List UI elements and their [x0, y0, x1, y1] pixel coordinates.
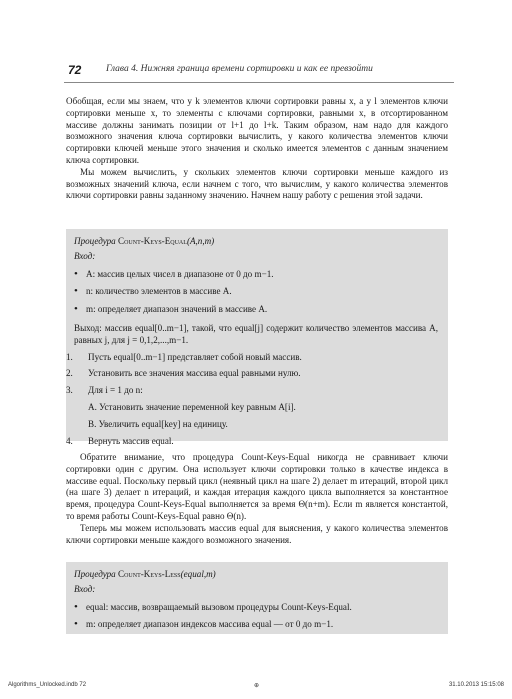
paragraph: Теперь мы можем использовать массив equal для выяснения, у какого количества элементов ключи сортировки меньше каждого возможного значения.: [66, 522, 448, 545]
paragraph: Обобщая, если мы знаем, что у k элементов ключи сортировки равны x, а у l элементов ключи сортировки меньше x, то элементы с ключами сортировки, равными x, в отсортированном массиве должны занимать позиции от l+1 до l+k. Таким образом, нам надо для каждого возможного значения ключа сортировки вычислить, у какого количества элементов ключи сортировки ключей меньше этого значения и сколько имеется элементов с данным значением ключа сортировки.: [66, 96, 448, 165]
crop-mark-icon: ⊕: [254, 683, 260, 689]
step: 1. Пусть equal[0..m−1] представляет собой новый массив.: [66, 351, 302, 362]
procedure-name: Count-Keys-Equal: [118, 236, 187, 246]
procedure-name: Count-Keys-Less: [118, 569, 181, 579]
input-label: Вход:: [74, 583, 96, 594]
chapter-title: Глава 4. Нижняя граница времени сортировки и как ее превзойти: [106, 64, 373, 74]
footer-file: Algorithms_Unlocked.indb 72: [8, 682, 87, 688]
bullet-icon: •: [74, 600, 78, 613]
intro-text: [66, 96, 448, 202]
list-item: • equal: массив, возвращаемый вызовом процедуры Count-Keys-Equal.: [74, 600, 352, 613]
list-item: • A: массив целых чисел в диапазоне от 0 до m−1.: [74, 267, 274, 280]
procedure-title: [74, 236, 438, 248]
procedure-prefix: Процедура: [74, 236, 116, 246]
bullet-icon: •: [74, 285, 78, 298]
procedure-args: (equal,m): [180, 569, 216, 579]
middle-text: [66, 452, 448, 546]
bullet-icon: •: [74, 303, 78, 316]
procedure-count-keys-equal: [66, 229, 448, 446]
input-label: Вход:: [74, 250, 96, 261]
paragraph: Обратите внимание, что процедура Count-Keys-Equal никогда не сравнивает ключи сортировки один с другим. Она использует ключи сортировки только в качестве индекса в массиве equal. Поскольку первый цикл (неявный цикл на шаге 2) делает m итераций, второй цикл (на шаге 3) делает n итераций, и каждая итерация каждого цикла выполняется за константное время, процедура Count-Keys-Equal выполняется за время Θ(n+m). Если m является константой, то время работы Count-Keys-Equal равно Θ(n).: [66, 452, 448, 521]
page-number: 72: [68, 63, 82, 77]
procedure-args: (A,n,m): [186, 236, 215, 246]
footer-timestamp: 31.10.2013 15:15:08: [448, 682, 504, 688]
header-rule: [64, 82, 454, 83]
step: 2. Установить все значения массива equal равными нулю.: [66, 368, 301, 379]
page-header: [64, 63, 448, 79]
output-description: Выход: массив equal[0..m−1], такой, что equal[j] содержит количество элементов массива A, равных j, для j = 0,1,2,...,m−1.: [74, 322, 438, 345]
bullet-icon: •: [74, 267, 78, 280]
substep: A. Установить значение переменной key равным A[i].: [88, 401, 296, 412]
paragraph: Мы можем вычислить, у скольких элементов ключи сортировки меньше каждого из возможных значений ключа, если начнем с того, что вычислим, у какого количества элементов ключи сортировки равны заданному значению. Начнем нашу работу с решения этой задачи.: [66, 166, 448, 201]
list-item: • m: определяет диапазон значений в массиве A.: [74, 303, 268, 316]
procedure-count-keys-less: [66, 562, 448, 634]
steps-list: [66, 351, 438, 448]
procedure-title: [74, 569, 438, 581]
procedure-prefix: Процедура: [74, 569, 116, 579]
list-item: • n: количество элементов в массиве A.: [74, 285, 232, 298]
step: 3. Для i = 1 до n:: [66, 385, 143, 396]
list-item: • m: определяет диапазон индексов массива equal — от 0 до m−1.: [74, 618, 334, 631]
step: 4. Вернуть массив equal.: [66, 435, 174, 446]
bullet-icon: •: [74, 618, 78, 631]
substep: B. Увеличить equal[key] на единицу.: [88, 418, 228, 429]
